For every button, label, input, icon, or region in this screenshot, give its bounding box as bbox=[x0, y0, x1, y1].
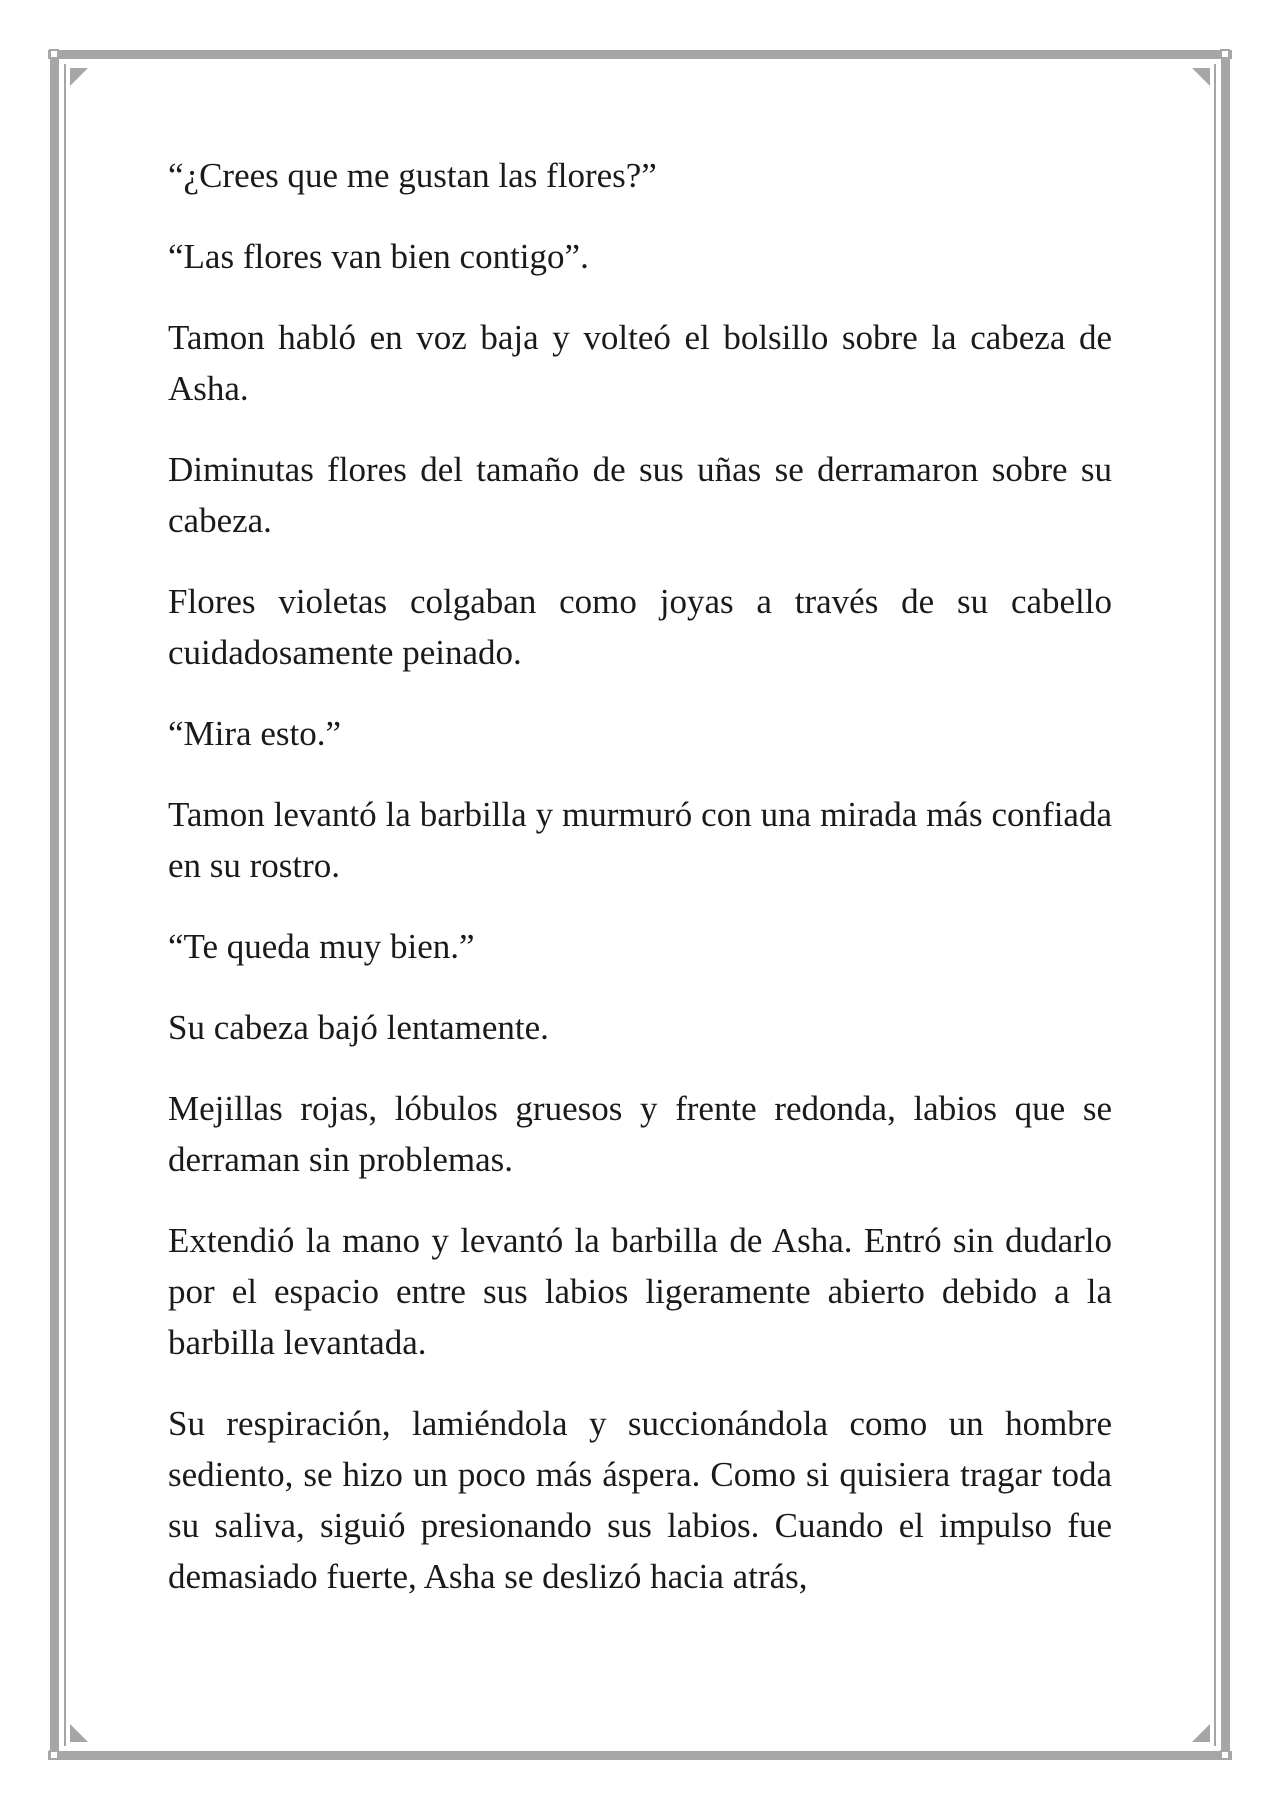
paragraph: Su respiración, lamiéndola y succionándola como un hombre sediento, se hizo un poco más áspera. Como si quisiera tragar toda su saliva, siguió presionando sus labios. Cuando el impulso fue demasiado fuerte, Asha se deslizó hacia atrás, bbox=[168, 1404, 1112, 1596]
frame-ornament-bottom-left bbox=[70, 1724, 88, 1742]
frame-right-border bbox=[1221, 50, 1230, 1760]
frame-ornament-top-right bbox=[1192, 68, 1210, 86]
frame-left-border bbox=[50, 50, 59, 1760]
frame-inner-right-line bbox=[1214, 64, 1216, 1746]
frame-corner-bottom-left bbox=[49, 1750, 59, 1760]
frame-ornament-bottom-right bbox=[1192, 1724, 1210, 1742]
paragraph: Diminutas flores del tamaño de sus uñas se derramaron sobre su cabeza. bbox=[168, 450, 1112, 540]
paragraph: “Las flores van bien contigo”. bbox=[168, 237, 589, 276]
frame-corner-bottom-right bbox=[1220, 1750, 1230, 1760]
frame-corner-top-left bbox=[49, 49, 59, 59]
paragraph: “Mira esto.” bbox=[168, 714, 341, 753]
frame-ornament-top-left bbox=[70, 68, 88, 86]
paragraph: “Te queda muy bien.” bbox=[168, 927, 475, 966]
paragraph: Extendió la mano y levantó la barbilla de Asha. Entró sin dudarlo por el espacio entre sus labios ligeramente abierto debido a la barbilla levantada. bbox=[168, 1221, 1112, 1362]
frame-corner-top-right bbox=[1220, 49, 1230, 59]
paragraph: Flores violetas colgaban como joyas a través de su cabello cuidadosamente peinado. bbox=[168, 582, 1112, 672]
paragraph: “¿Crees que me gustan las flores?” bbox=[168, 156, 657, 195]
frame-top-border bbox=[48, 50, 1232, 59]
paragraph: Tamon habló en voz baja y volteó el bolsillo sobre la cabeza de Asha. bbox=[168, 318, 1112, 408]
frame-bottom-border bbox=[48, 1751, 1232, 1760]
paragraph: Tamon levantó la barbilla y murmuró con una mirada más confiada en su rostro. bbox=[168, 795, 1112, 885]
paragraph: Su cabeza bajó lentamente. bbox=[168, 1008, 549, 1047]
page-body-text bbox=[168, 150, 1112, 1632]
paragraph: Mejillas rojas, lóbulos gruesos y frente redonda, labios que se derraman sin problemas. bbox=[168, 1089, 1112, 1179]
frame-inner-left-line bbox=[64, 64, 66, 1746]
